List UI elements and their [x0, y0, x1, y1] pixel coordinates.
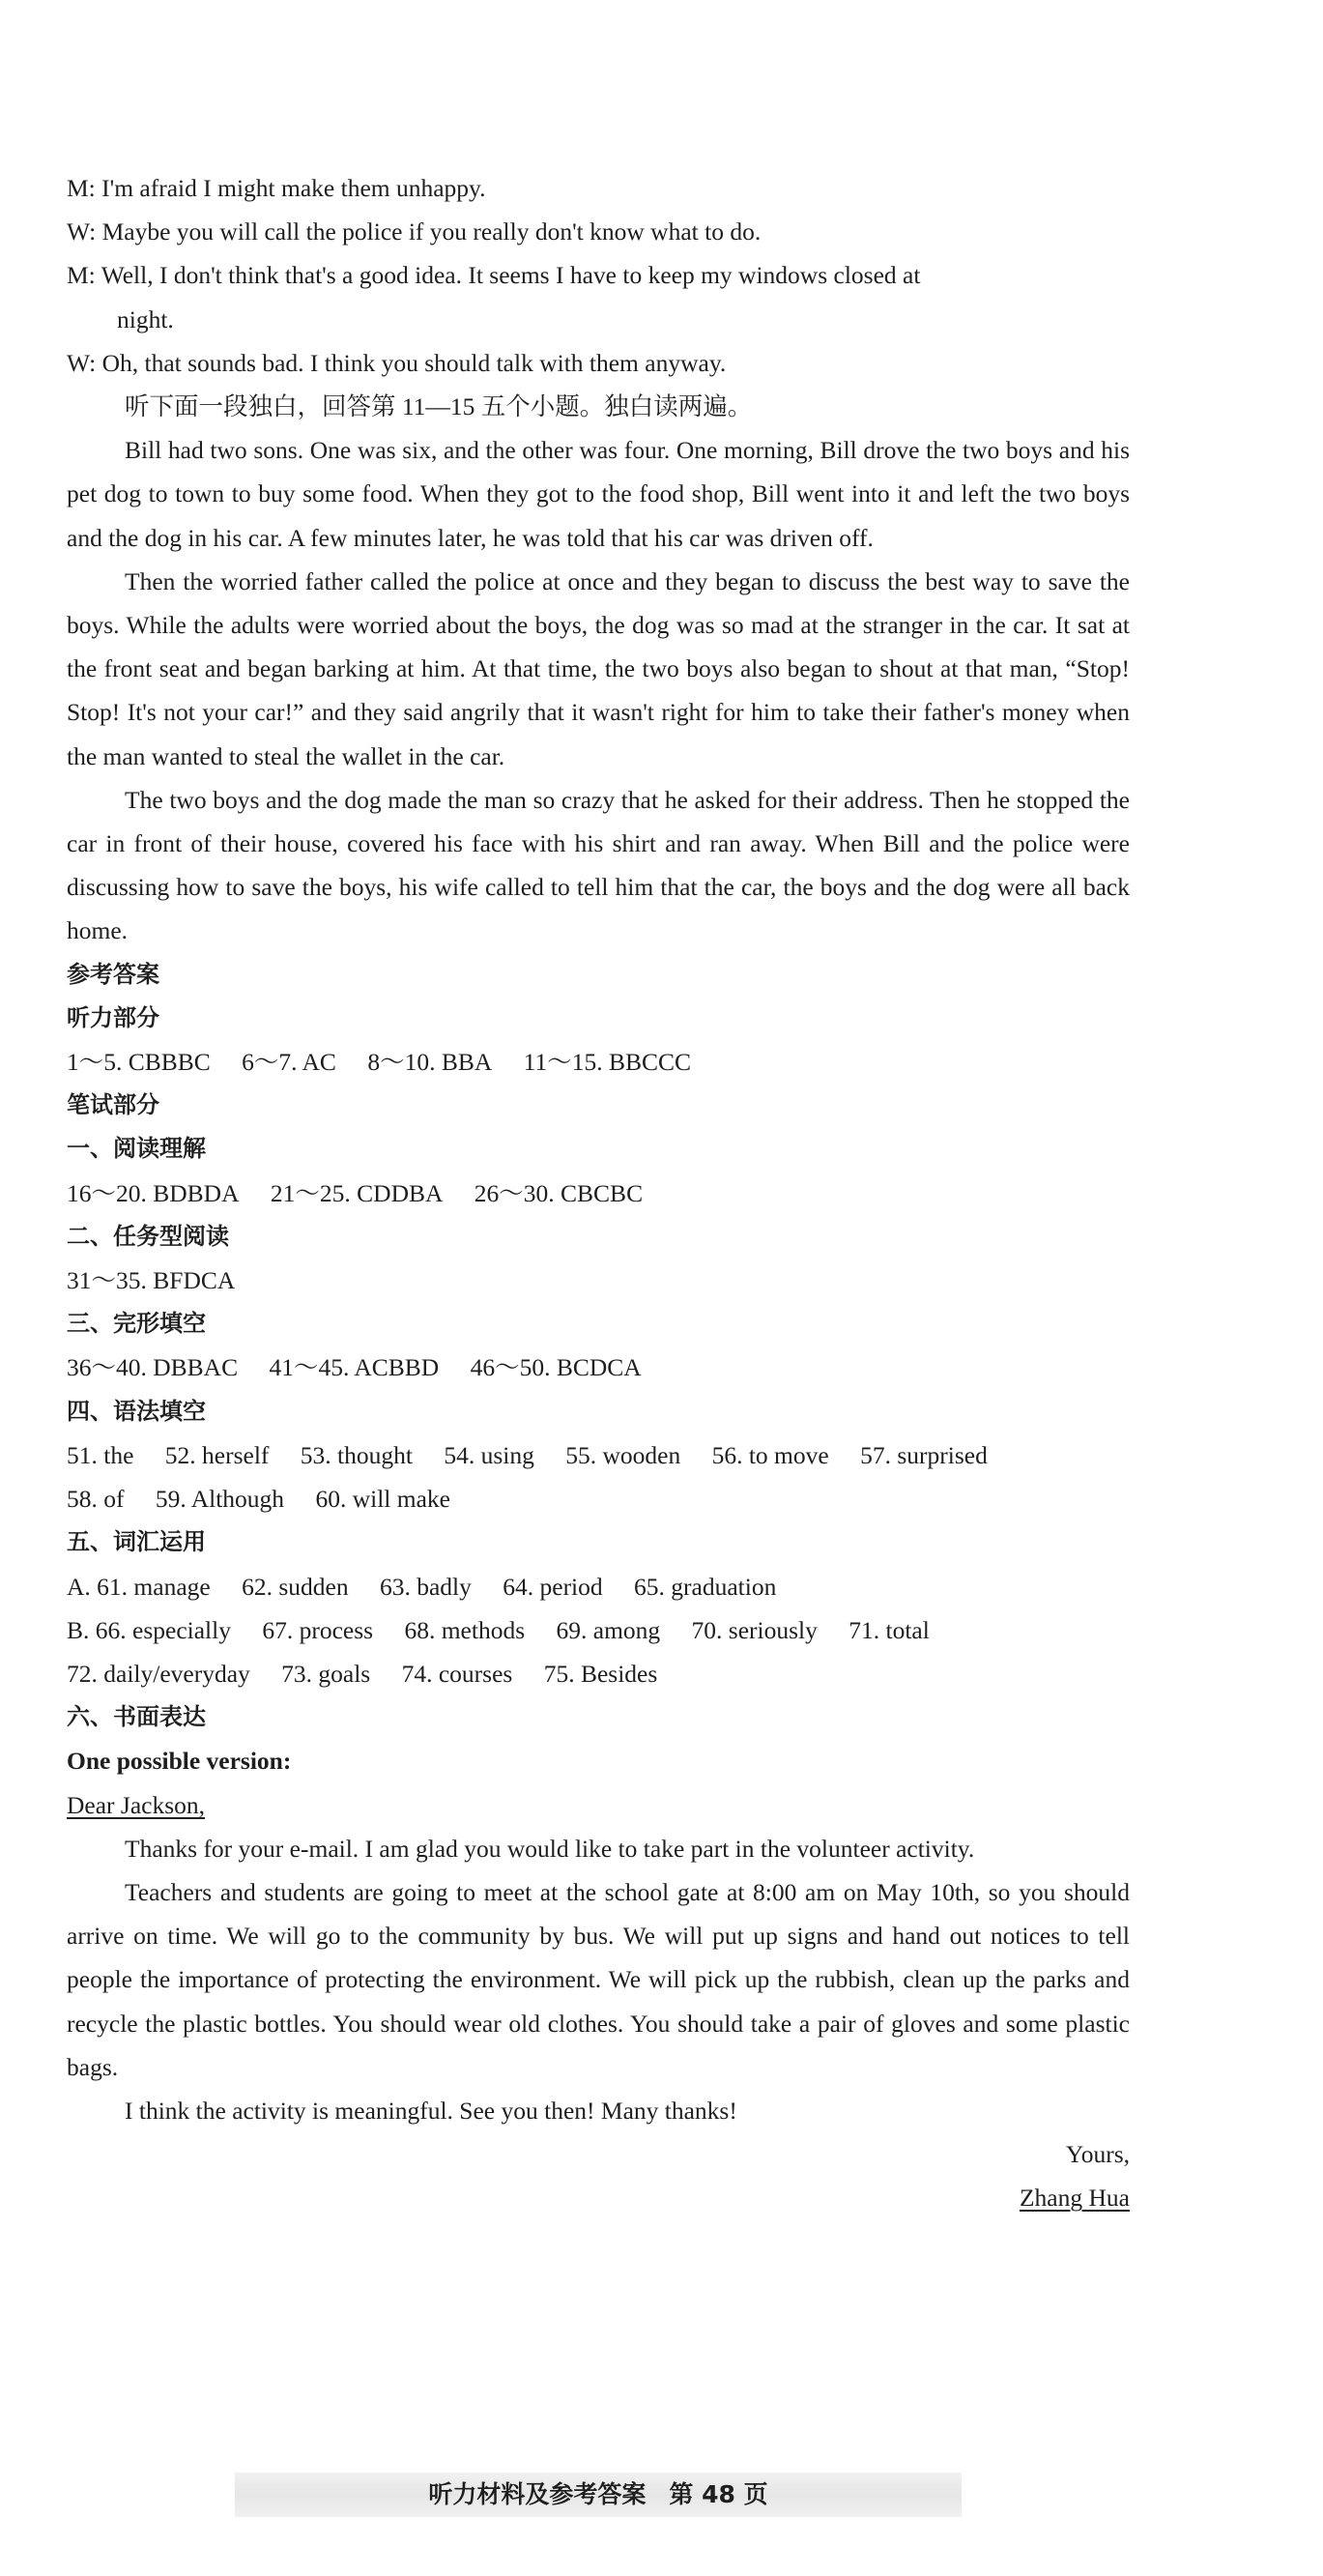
page-footer [235, 2473, 962, 2517]
answer-item: 72. daily/everyday [67, 1659, 250, 1688]
answer-item: B. 66. especially [67, 1615, 231, 1644]
letter-signature: Zhang Hua [1019, 2184, 1130, 2213]
section-heading: 四、语法填空 [67, 1397, 206, 1425]
answer-item: 68. methods [404, 1615, 526, 1644]
dialogue-line [67, 253, 1130, 297]
monologue-intro: 听下面一段独白，回答第 11—15 五个小题。独白读两遍。 [125, 392, 753, 421]
answer-item: 67. process [262, 1615, 374, 1644]
letter-paragraph: Teachers and students are going to meet at the school gate at 8:00 am on May 10th, so you should arrive on time. We will go to the community by bus. We will put up signs and hand out notices to tell people the importance of protecting the environment. We will pick up the rubbish, clean up the parks and recycle the plastic bottles. You should wear old clothes. You should take a pair of gloves and some plastic bags. [67, 1877, 1130, 2081]
dialogue-text: Maybe you will call the police if you really don't know what to do. [101, 217, 762, 246]
answer-item: 65. graduation [634, 1572, 777, 1601]
dialogue-line [67, 210, 1130, 253]
answer-item: 75. Besides [543, 1659, 658, 1688]
answer-item: 74. courses [401, 1659, 513, 1688]
answer-item: 54. using [444, 1440, 534, 1469]
answers-heading: 参考答案 [67, 960, 159, 988]
section-heading: 二、任务型阅读 [67, 1222, 229, 1250]
answer-item: 1～5. CBBBC [67, 1048, 211, 1077]
answer-item: 26～30. CBCBC [474, 1178, 644, 1207]
section-heading: 一、阅读理解 [67, 1135, 206, 1163]
answer-item: 63. badly [379, 1572, 472, 1601]
listening-heading: 听力部分 [67, 1003, 159, 1031]
dialogue-line [67, 166, 1130, 210]
answer-item: 21～25. CDDBA [270, 1178, 444, 1207]
answer-item: 64. period [503, 1572, 603, 1601]
version-label: One possible version: [67, 1747, 292, 1776]
greeting-text: Dear Jackson, [67, 1790, 206, 1819]
answer-item: A. 61. manage [67, 1572, 211, 1601]
monologue-paragraph: Then the worried father called the police at once and they began to discuss the best way to save the boys. While the adults were worried about the boys, the dog was so mad at the stranger in the car. It sat at the front seat and began barking at him. At that time, the two boys also began to shout at that man, “Stop! Stop! It's not your car!” and they said angrily that it wasn't right for him to take their father's money when the man wanted to steal the wallet in the car. [67, 566, 1130, 770]
answer-item: 51. the [67, 1440, 134, 1469]
letter-paragraph: I think the activity is meaningful. See you then! Many thanks! [125, 2096, 737, 2125]
letter-greeting [67, 1783, 1130, 1827]
answer-item: 11～15. BBCCC [523, 1048, 691, 1077]
dialogue-text: Oh, that sounds bad. I think you should talk with them anyway. [101, 348, 727, 377]
speaker-label: W: [67, 348, 97, 377]
document-body [67, 166, 1130, 2220]
speaker-label: W: [67, 217, 97, 246]
grammar-answers-row [67, 1477, 1130, 1520]
answer-item: 6～7. AC [242, 1048, 336, 1077]
answer-item: 71. total [848, 1615, 930, 1644]
answer-item: 69. among [556, 1615, 661, 1644]
answer-item: 58. of [67, 1485, 125, 1514]
section-heading: 三、完形填空 [67, 1310, 206, 1338]
answer-item: 52. herself [164, 1440, 270, 1469]
monologue-paragraph: Bill had two sons. One was six, and the other was four. One morning, Bill drove the two boys and his pet dog to town to buy some food. When they got to the food shop, Bill went into it and left the two boys and the dog in his car. A few minutes later, he was told that his car was driven off. [67, 436, 1130, 552]
section-answers [67, 1346, 1130, 1389]
speaker-label: M: [67, 174, 96, 202]
vocab-answers-row [67, 1608, 1130, 1652]
page-number: 第 48 页 [669, 2480, 768, 2508]
speaker-label: M: [67, 261, 96, 290]
section-answers [67, 1172, 1130, 1215]
letter-closing: Yours, [1065, 2140, 1130, 2169]
answer-item: 55. wooden [565, 1440, 681, 1469]
answer-item: 60. will make [315, 1485, 450, 1514]
dialogue-text: Well, I don't think that's a good idea. It seems I have to keep my windows closed at [101, 261, 921, 290]
dialogue-line [67, 341, 1130, 385]
answer-item: 70. seriously [691, 1615, 818, 1644]
dialogue-continuation: night. [117, 304, 174, 333]
vocab-answers-row [67, 1652, 1130, 1695]
answer-item: 8～10. BBA [367, 1048, 493, 1077]
answer-item: 56. to move [711, 1440, 829, 1469]
answer-item: 59. Although [155, 1485, 285, 1514]
answer-item: 16～20. BDBDA [67, 1178, 240, 1207]
answer-item: 36～40. DBBAC [67, 1353, 239, 1382]
vocab-answers-row [67, 1565, 1130, 1608]
answer-item: 57. surprised [860, 1440, 988, 1469]
section-heading: 六、书面表达 [67, 1703, 206, 1731]
answer-item: 46～50. BCDCA [470, 1353, 642, 1382]
answer-item: 73. goals [281, 1659, 371, 1688]
section-heading: 五、词汇运用 [67, 1528, 206, 1556]
letter-paragraph: Thanks for your e-mail. I am glad you would like to take part in the volunteer activity. [125, 1834, 975, 1863]
footer-title: 听力材料及参考答案 [428, 2480, 647, 2508]
monologue-paragraph: The two boys and the dog made the man so crazy that he asked for their address. Then he stopped the car in front of their house, covered his face with his shirt and ran away. When Bill and the police were discussing how to save the boys, his wife called to tell him that the car, the boys and the dog were all back home. [67, 785, 1130, 945]
written-heading: 笔试部分 [67, 1091, 159, 1119]
answer-item: 62. sudden [242, 1572, 349, 1601]
grammar-answers-row [67, 1433, 1130, 1477]
listening-answers [67, 1040, 1130, 1084]
dialogue-text: I'm afraid I might make them unhappy. [101, 174, 486, 202]
section-answers [67, 1259, 1130, 1302]
answer-item: 31～35. BFDCA [67, 1266, 236, 1295]
answer-item: 41～45. ACBBD [269, 1353, 440, 1382]
answer-item: 53. thought [300, 1440, 413, 1469]
letter-signature-line [67, 2176, 1130, 2219]
